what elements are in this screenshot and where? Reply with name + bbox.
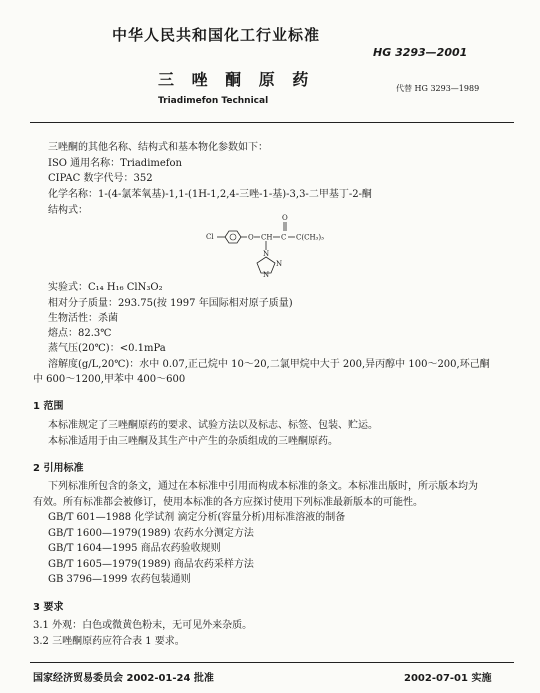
struct-tbu: C(CH₃)₃ xyxy=(296,233,324,242)
biological-activity: 生物活性：杀菌 xyxy=(48,313,118,324)
cipac-code: CIPAC 数字代号：352 xyxy=(48,173,153,184)
struct-ch: CH xyxy=(261,233,273,242)
section-3-heading: 3 要求 xyxy=(33,602,64,613)
reference-item: GB/T 601—1988 化学试剂 滴定分析(容量分析)用标准溶液的制备 xyxy=(48,512,346,523)
reference-item: GB 3796—1999 农药包装通则 xyxy=(48,574,191,585)
effective-date: 2002-07-01 实施 xyxy=(404,673,492,684)
section-1-para-1: 本标准规定了三唑酮原药的要求、试验方法以及标志、标签、包装、贮运。 xyxy=(48,420,378,431)
issuer-heading: 中华人民共和国化工行业标准 xyxy=(112,26,321,44)
melting-point: 熔点：82.3℃ xyxy=(48,328,112,339)
document-title-en: Triadimefon Technical xyxy=(158,96,269,106)
section-2-para-1: 下列标准所包含的条文，通过在本标准中引用而构成本标准的条文。本标准出版时，所示版本均为 xyxy=(48,481,478,492)
intro-line: 三唑酮的其他名称、结构式和基本物化参数如下： xyxy=(48,142,268,153)
reference-item: GB/T 1600—1979(1989) 农药水分测定方法 xyxy=(48,528,254,539)
replaces-note: 代替 HG 3293—1989 xyxy=(396,84,480,93)
reference-item: GB/T 1605—1979(1989) 商品农药采样方法 xyxy=(48,559,254,570)
molecular-weight: 相对分子质量：293.75(按 1997 年国际相对原子质量) xyxy=(48,298,293,309)
structure-label: 结构式： xyxy=(48,205,88,216)
iso-name: ISO 通用名称：Triadimefon xyxy=(48,158,182,169)
section-3-item-2: 3.2 三唑酮原药应符合表 1 要求。 xyxy=(33,636,185,647)
section-1-para-2: 本标准适用于由三唑酮及其生产中产生的杂质组成的三唑酮原药。 xyxy=(48,436,338,447)
standard-number: HG 3293—2001 xyxy=(373,46,468,59)
struct-n2: N xyxy=(276,260,283,268)
section-1-heading: 1 范围 xyxy=(33,401,64,412)
struct-c: C xyxy=(281,233,287,242)
benzene-ring xyxy=(225,231,241,243)
solubility-line-2: 中 600～1200,甲苯中 400～600 xyxy=(33,374,186,385)
solubility-line-1: 溶解度(g/L,20℃)：水中 0.07,正己烷中 10～20,二氯甲烷中大于 200,异丙醇中 100～200,环己酮 xyxy=(48,359,490,370)
section-2-heading: 2 引用标准 xyxy=(33,463,84,474)
header-rule xyxy=(30,122,514,123)
reference-item: GB/T 1604—1995 商品农药验收规则 xyxy=(48,543,221,554)
struct-o-top: O xyxy=(282,214,288,222)
section-3-item-1: 3.1 外观：白色或微黄色粉末，无可见外来杂质。 xyxy=(33,620,253,631)
document-title: 三 唑 酮 原 药 xyxy=(158,70,315,89)
struct-n1: N xyxy=(263,250,270,258)
section-2-para-2: 有效。所有标准都会被修订，使用本标准的各方应探讨使用下列标准最新版本的可能性。 xyxy=(33,497,423,508)
struct-o-link: O xyxy=(248,233,254,242)
empirical-formula: 实验式：C₁₄ H₁₆ ClN₃O₂ xyxy=(48,282,163,293)
footer-rule xyxy=(30,662,514,663)
structural-formula xyxy=(200,210,400,278)
chemical-name: 化学名称：1-(4-氯苯氧基)-1,1-(1H-1,2,4-三唑-1-基)-3,3-二甲基丁-2-酮 xyxy=(48,189,372,200)
struct-cl: Cl xyxy=(206,233,214,241)
approval-date: 国家经济贸易委员会 2002-01-24 批准 xyxy=(33,673,214,684)
vapor-pressure: 蒸气压(20℃)：<0.1mPa xyxy=(48,343,166,354)
struct-n3: N xyxy=(263,271,270,278)
